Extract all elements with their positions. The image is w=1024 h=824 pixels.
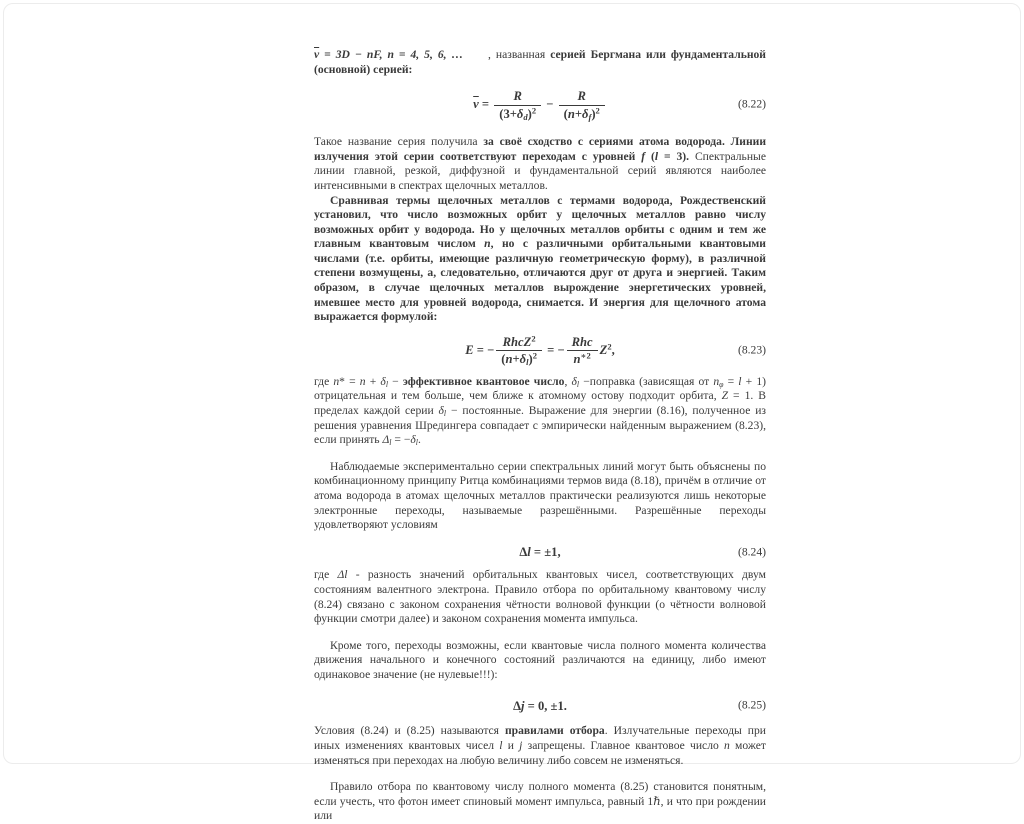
paragraph-total-momentum: Кроме того, переходы возможны, если квантовые числа полного момента количества движения начального и конечного состояний различаются на единицу, либо имеют одинаковое значение (не нулевые!!!): — [314, 638, 766, 682]
formula-operator: = − — [543, 342, 565, 357]
fraction-numerator: R — [494, 89, 541, 105]
fraction — [494, 89, 541, 121]
equation-number-8-24: (8.24) — [737, 545, 766, 559]
fraction-numerator: Rhc — [567, 335, 598, 351]
document-page — [314, 48, 766, 824]
fraction-denominator: $n^{∗2}$ — [573, 351, 591, 367]
formula-lhs: E = − — [465, 342, 495, 357]
equation-8-24 — [314, 545, 766, 561]
formula-lhs: $\overline{\nu}$ = — [473, 97, 493, 112]
equation-8-22 — [314, 89, 766, 121]
fraction-numerator: RhcZ$^2$ — [496, 335, 542, 351]
formula-8-25: Δj = 0, ±1. — [513, 698, 567, 713]
intro-line: $\overline{\nu} = 3D$ − nF, n = 4, 5, 6, … , названная серией Бергмана или фундаментальной (основной) серией: — [314, 48, 766, 76]
paragraph-photon-spin: Правило отбора по квантовому числу полного момента (8.25) становится понятным, если учесть, что фотон имеет спиновый момент импульса, равный 1ℏ, и что при рождении или — [314, 780, 766, 823]
equation-number-8-23: (8.23) — [737, 343, 766, 357]
fraction — [496, 335, 542, 367]
fraction-numerator: R — [559, 89, 605, 105]
paragraph-ritz-principle: Наблюдаемые экспериментально серии спектральных линий могут быть объяснены по комбинационному принципу Ритца комбинациями термов вида (8.18), причём в отличие от атома водорода в атомах щелочных металлов практически реализуются лишь некоторые электронные переходы, называемые разрешёнными. Разрешённые переходы удовлетворяют условиям — [314, 459, 766, 532]
fraction — [567, 335, 598, 367]
formula-8-22 — [473, 89, 607, 121]
paragraph-effective-quantum-number: где $n* = n + \delta_l$ − эффективное квантовое число, $\delta_l$ −поправка (зависящая от $n_\varphi = l + 1$) отрицательная и тем больше, чем ближе к атомному остову подходит орбита, Z = 1. В пределах каждой серии $\delta_l$ − постоянные. Выражение для энергии (8.16), полученное из решения уравнения Шредингера совпадает с эмпирически найденным выражением (8.23), если принять $\Delta_l = -\delta_l$. — [314, 374, 767, 448]
paragraph-rozhdestvensky: Сравнивая термы щелочных металлов с термами водорода, Рождественский установил, что число возможных орбит у щелочных металлов равно числу возможных орбит у водорода. Но у щелочных металлов орбиты с одним и тем же главным квантовым числом n, но с различными орбитальными квантовыми числами (т.е. орбиты, имеющие различную геометрическую форму), в различной степени возмущены, а, следовательно, отличаются друг от друга и энергией. Таким образом, в случае щелочных металлов вырождение энергетических уровней, имевшее место для уровней водорода, снимается. И энергия для щелочного атома выражается формулой: — [314, 193, 766, 324]
equation-number-8-25: (8.25) — [737, 699, 766, 713]
equation-number-8-22: (8.22) — [737, 97, 766, 111]
paragraph-selection-rules: Условия (8.24) и (8.25) называются правилами отбора. Излучательные переходы при иных изменениях квантовых чисел l и j запрещены. Главное квантовое число n может изменяться при переходах на любую величину либо совсем не изменяться. — [314, 724, 766, 767]
formula-8-23 — [465, 335, 615, 367]
formula-8-24: Δl = ±1, — [519, 544, 561, 559]
paragraph-series-name: Такое название серия получила за своё сходство с сериями атома водорода. Линии излучения этой серии соответствуют переходам с уровней f (l = 3). Спектральные линии главной, резкой, диффузной и фундаментальной серий являются наиболее интенсивными в спектрах щелочных металлов. — [314, 135, 767, 192]
fraction-denominator: $(3+\delta_d)^2$ — [499, 105, 537, 122]
equation-8-25 — [314, 699, 766, 715]
fraction-denominator: $(n+\delta_l)^2$ — [501, 351, 537, 368]
formula-rhs: $Z^2$, — [599, 341, 615, 357]
fraction — [559, 89, 605, 121]
formula-operator: − — [543, 97, 557, 112]
fraction-denominator: $(n+\delta_f)^2$ — [563, 105, 600, 122]
equation-8-23 — [314, 335, 766, 367]
paragraph-selection-rule-l: где Δl - разность значений орбитальных квантовых чисел, соответствующих двум состояниям валентного электрона. Правило отбора по орбитальному квантовому числу (8.24) связано с законом сохранения чётности волновой функции (о чётности волновой функции смотри далее) и законом сохранения момента импульса. — [314, 568, 766, 626]
